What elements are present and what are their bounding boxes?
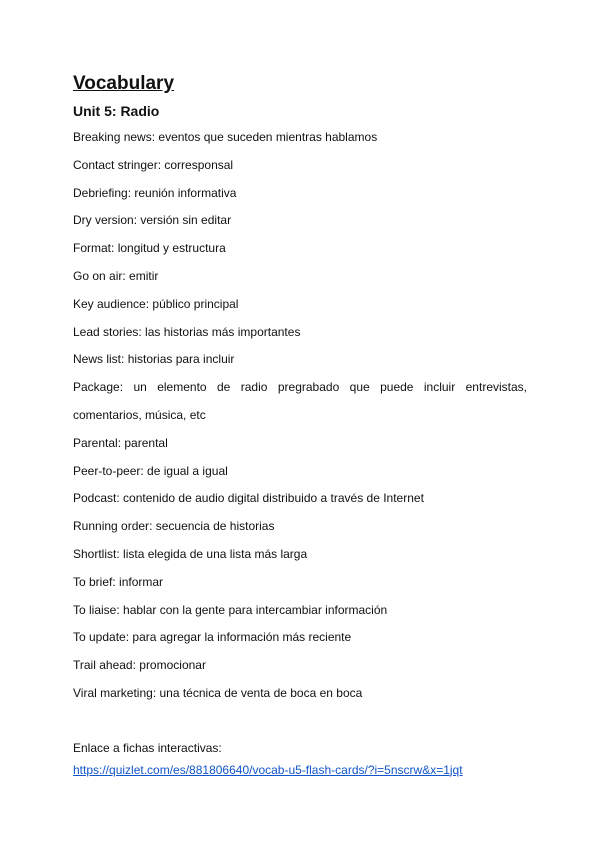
vocab-item [73, 346, 527, 374]
document-title: Vocabulary [73, 73, 175, 94]
vocab-definition: informar [119, 574, 164, 589]
vocab-definition: público principal [152, 296, 239, 311]
vocab-term: Parental : [73, 436, 124, 450]
vocab-item [73, 319, 527, 347]
vocab-definition: hablar con la gente para intercambiar información [123, 602, 388, 617]
vocab-term: To brief : [73, 575, 119, 589]
vocab-definition: una técnica de venta de boca en boca [159, 685, 363, 700]
vocab-definition: versión sin editar [140, 213, 232, 228]
vocab-definition: promocionar [139, 658, 206, 673]
vocab-item [73, 152, 527, 180]
vocab-definition: lista elegida de una lista más larga [123, 546, 308, 561]
vocab-term: Debriefing : [73, 186, 134, 200]
vocab-definition: secuencia de historias [155, 519, 275, 534]
vocab-item [73, 291, 527, 319]
vocab-term: News list : [73, 352, 128, 366]
vocab-item [73, 458, 527, 486]
paragraph-spacer [73, 708, 527, 737]
vocab-definition: eventos que suceden mientras hablamos [158, 130, 378, 144]
vocab-item [73, 680, 527, 708]
vocab-term: Lead stories : [73, 325, 145, 339]
vocab-item [73, 513, 527, 541]
vocab-term: Peer-to-peer : [73, 464, 147, 478]
vocab-term: To update : [73, 630, 132, 644]
vocab-term: Format : [73, 241, 118, 255]
vocab-item [73, 485, 527, 513]
vocab-item [73, 624, 527, 652]
vocab-definition: contenido de audio digital distribuido a través de Internet [123, 491, 424, 506]
vocab-term: Package : [73, 380, 133, 394]
vocab-term: Go on air : [73, 269, 129, 283]
vocab-term: Shortlist : [73, 547, 123, 561]
vocab-definition: de igual a igual [147, 463, 228, 478]
vocab-definition: parental [124, 435, 168, 450]
vocab-definition: longitud y estructura [117, 241, 226, 256]
vocabulary-list [73, 124, 527, 708]
vocab-item [73, 207, 527, 235]
vocab-term: Viral marketing : [73, 686, 159, 700]
vocab-item [73, 652, 527, 680]
vocab-definition: corresponsal [164, 157, 234, 172]
vocab-term: Key audience : [73, 297, 152, 311]
vocab-item [73, 235, 527, 263]
vocab-item [73, 430, 527, 458]
vocab-item [73, 263, 527, 291]
vocab-item [73, 569, 527, 597]
vocab-term: Contact stringer : [73, 158, 164, 172]
vocab-definition: reunión informativa [134, 185, 237, 200]
vocab-term: Trail ahead : [73, 658, 139, 672]
vocab-definition: para agregar la información más reciente [132, 630, 352, 645]
vocab-item [73, 124, 527, 152]
vocab-definition: emitir [129, 268, 159, 283]
link-label: Enlace a fichas interactivas: [73, 740, 222, 755]
vocab-term: Running order : [73, 519, 156, 533]
unit-heading: Unit 5: Radio [73, 103, 160, 119]
vocab-term: To liaise : [73, 603, 123, 617]
vocab-item [73, 374, 527, 430]
vocab-item [73, 541, 527, 569]
vocab-item [73, 597, 527, 625]
flashcards-link[interactable]: https://quizlet.com/es/881806640/vocab-u5-flash-cards/?i=5nscrw&x=1jqt [73, 762, 463, 777]
vocab-definition: un elemento de radio pregrabado que puede incluir entrevistas, comentarios, música, etc [73, 380, 527, 422]
vocab-item [73, 180, 527, 208]
vocab-term: Podcast : [73, 491, 123, 505]
vocab-definition: las historias más importantes [145, 324, 301, 339]
vocab-term: Breaking news : [73, 130, 158, 144]
vocab-term: Dry version : [73, 213, 140, 227]
document-body [73, 71, 527, 781]
vocab-definition: historias para incluir [127, 352, 235, 367]
